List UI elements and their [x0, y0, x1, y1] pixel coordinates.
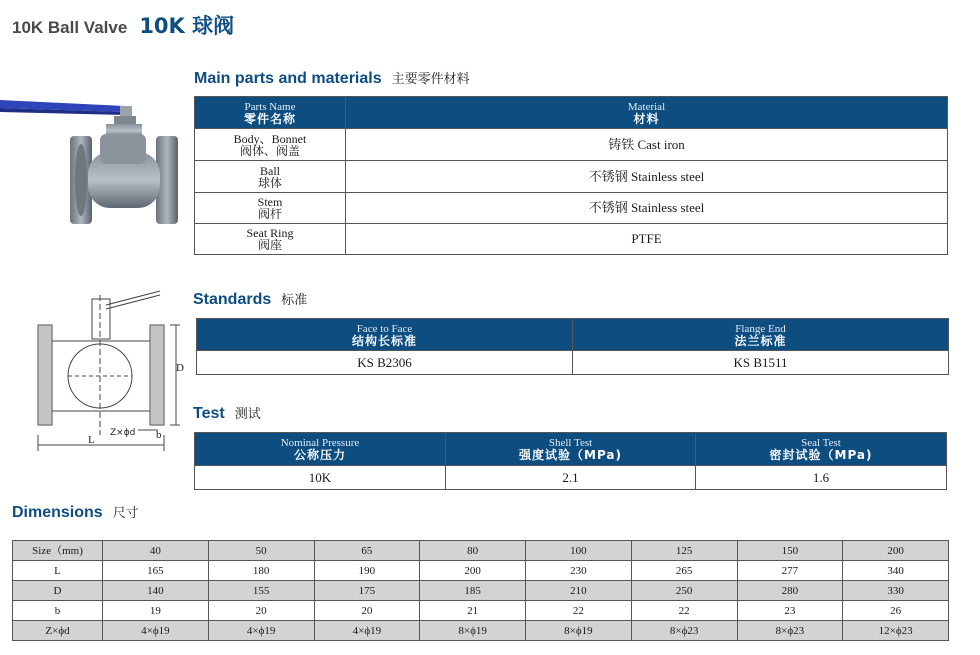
dimensions-heading: Dimensions 尺寸 [12, 504, 139, 521]
table-row: D 140 155 175 185 210 250 280 330 [13, 581, 949, 601]
parts-material-header: Material 材料 [346, 97, 948, 129]
table-row: KS B2306 KS B1511 [197, 351, 949, 375]
drawing-label-d: D [176, 362, 184, 374]
parts-name-header: Parts Name 零件名称 [195, 97, 346, 129]
dimensions-table [12, 540, 949, 641]
page-title [12, 10, 234, 40]
title-en: 10K Ball Valve [12, 18, 128, 37]
parts-table [194, 96, 948, 255]
table-row: Ball 球体 不锈钢 Stainless steel [195, 161, 948, 193]
standards-heading: Standards 标准 [193, 291, 308, 308]
parts-table-header [195, 97, 948, 129]
test-table [194, 432, 947, 490]
parts-heading: Main parts and materials 主要零件材料 [194, 70, 470, 87]
table-row: Size（mm) 40 50 65 80 100 125 150 200 [13, 541, 949, 561]
standards-table [196, 318, 949, 375]
drawing-label-b: b [156, 429, 162, 441]
table-row: 10K 2.1 1.6 [195, 466, 947, 490]
table-row: Stem 阀杆 不锈钢 Stainless steel [195, 193, 948, 224]
drawing-label-zd: Z×ϕd [110, 428, 136, 438]
table-row: L 165 180 190 200 230 265 277 340 [13, 561, 949, 581]
table-row: Z×ϕd 4×ϕ19 4×ϕ19 4×ϕ19 8×ϕ19 8×ϕ19 8×ϕ23 8×ϕ23 12×ϕ23 [13, 621, 949, 641]
drawing-label-l: L [88, 434, 95, 446]
table-row: Seat Ring 阀座 PTFE [195, 224, 948, 255]
title-cn: 10K 球阀 [139, 14, 235, 38]
valve-section-drawing [30, 285, 200, 460]
table-row: Body、Bonnet 阀体、阀盖 铸铁 Cast iron [195, 129, 948, 161]
table-row: b 19 20 20 21 22 22 23 26 [13, 601, 949, 621]
standards-table-header: Face to Face 结构长标准 Flange End 法兰标准 [197, 319, 949, 351]
ball-valve-photo [0, 88, 185, 238]
test-table-header: Nominal Pressure 公称压力 Shell Test 强度试验（MPa) Seal Test 密封试验（MPa) [195, 433, 947, 466]
test-heading: Test 测试 [193, 405, 261, 422]
